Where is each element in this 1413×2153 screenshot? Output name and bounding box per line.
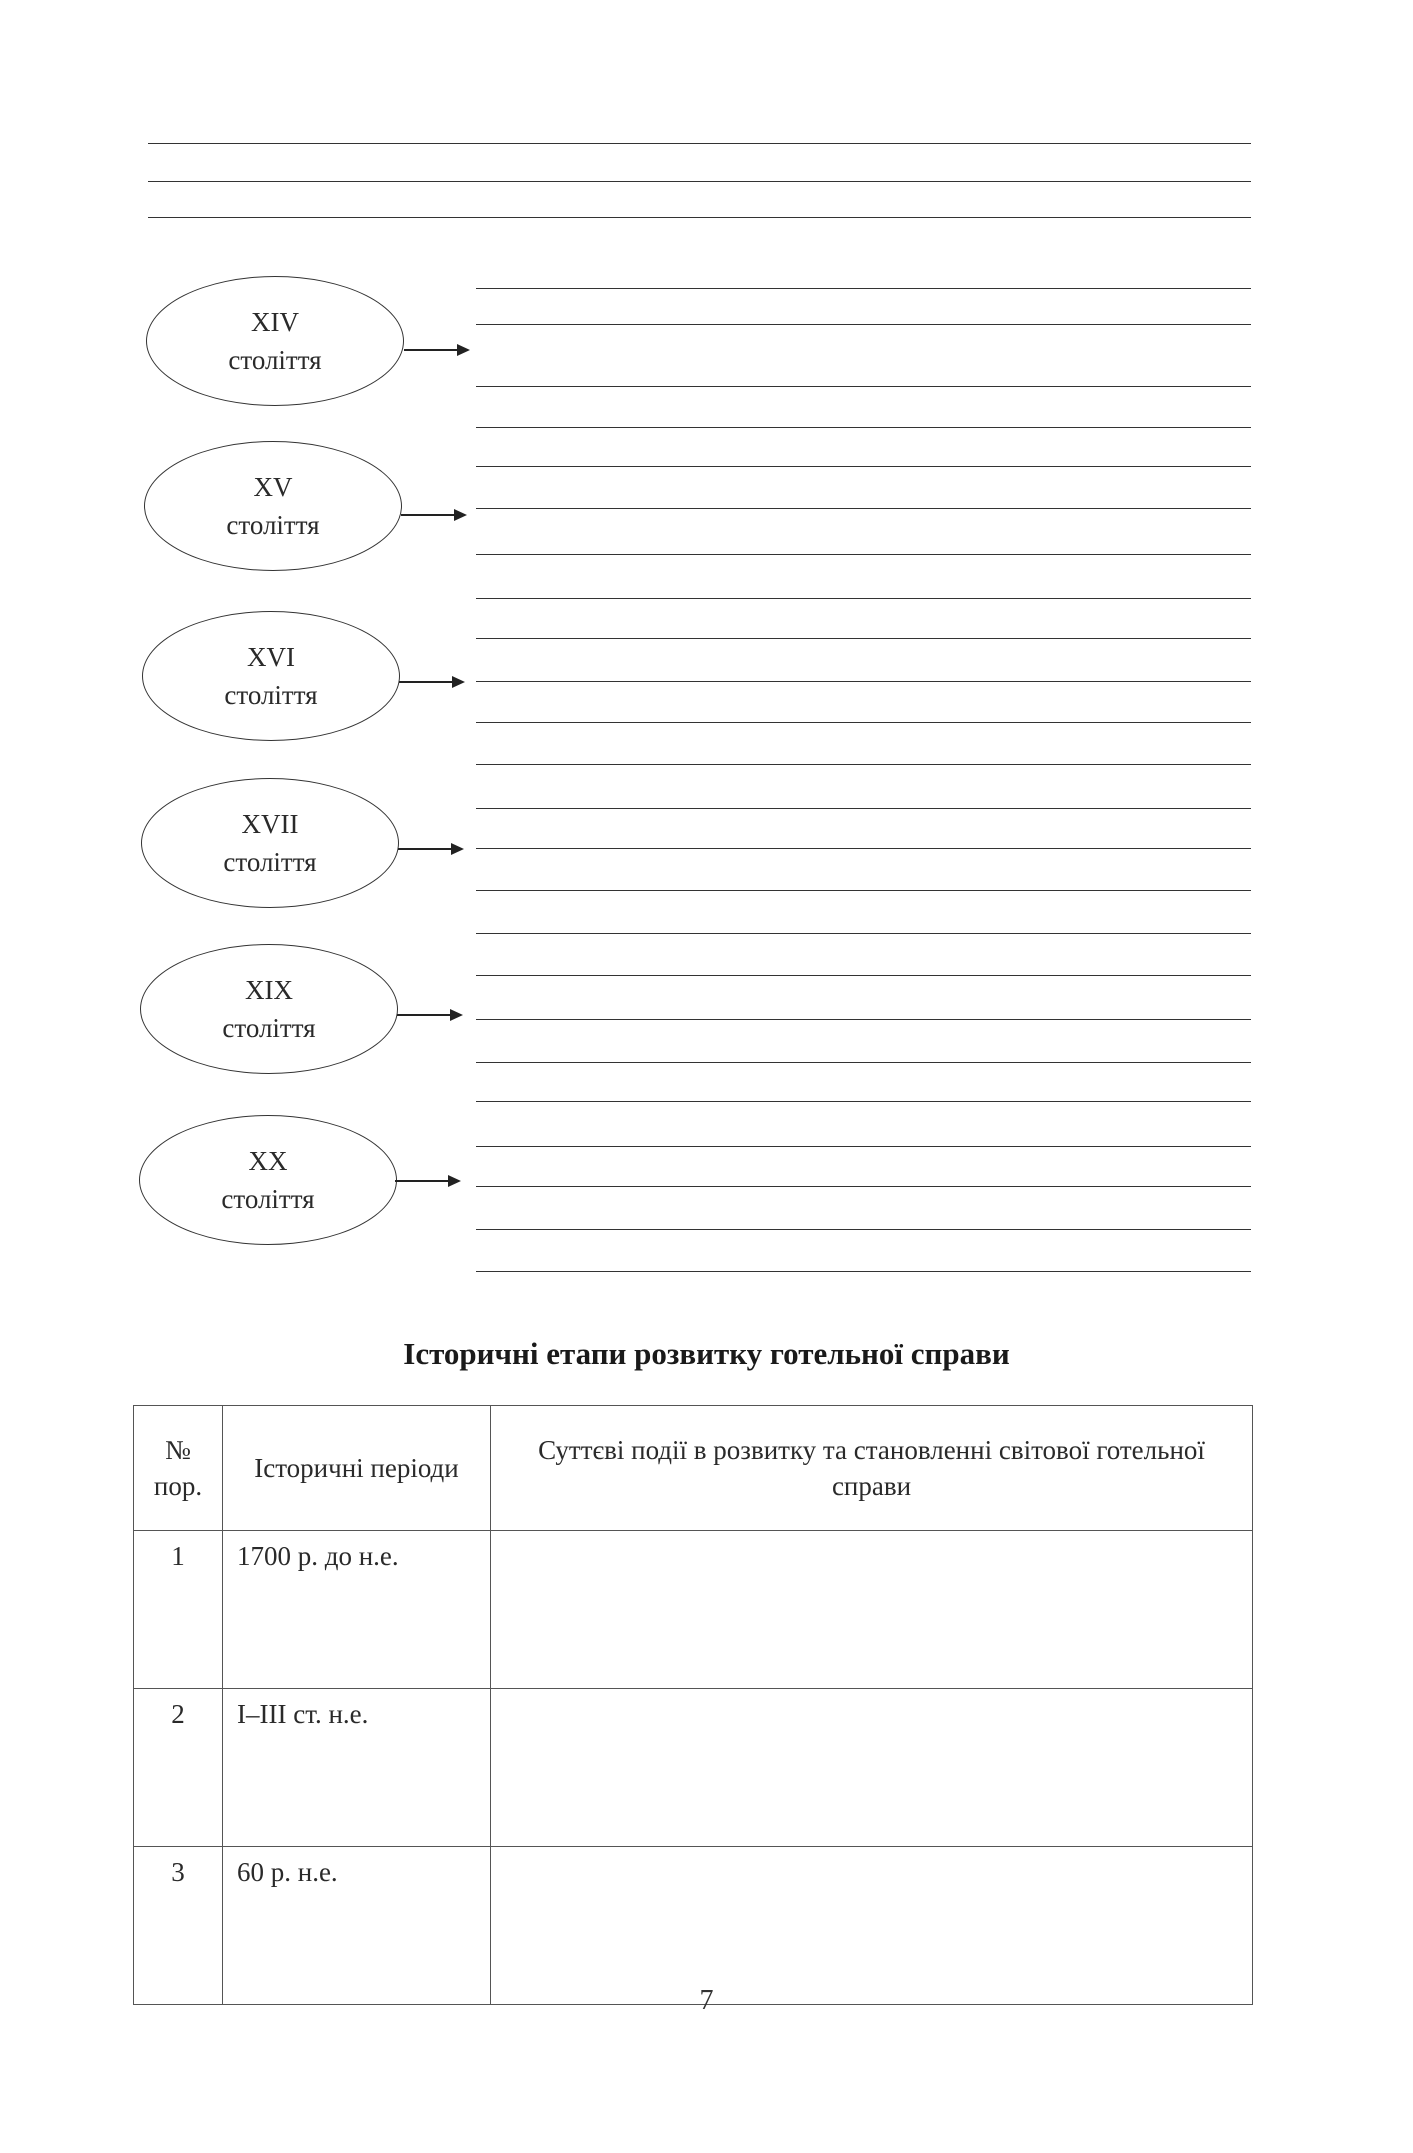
answer-writing-line	[476, 1101, 1251, 1102]
answer-writing-line	[476, 975, 1251, 976]
arrow-right-icon	[401, 514, 465, 516]
arrow-right-icon	[399, 681, 463, 683]
century-word: століття	[228, 345, 322, 375]
answer-writing-line	[476, 1229, 1251, 1230]
row-number: 2	[134, 1689, 223, 1847]
century-oval-xvii	[141, 778, 399, 908]
table-row	[134, 1689, 1253, 1847]
top-writing-line	[148, 143, 1251, 144]
answer-writing-line	[476, 427, 1251, 428]
table-header-row	[134, 1406, 1253, 1531]
historical-periods-table	[133, 1405, 1253, 2005]
arrow-right-icon	[395, 1180, 459, 1182]
century-word: століття	[226, 510, 320, 540]
row-period: 60 р. н.е.	[223, 1847, 491, 2005]
answer-writing-line	[476, 764, 1251, 765]
answer-writing-line	[476, 1271, 1251, 1272]
header-number: № пор.	[134, 1406, 223, 1531]
century-oval-xx	[139, 1115, 397, 1245]
answer-writing-line	[476, 466, 1251, 467]
answer-writing-line	[476, 288, 1251, 289]
arrow-right-icon	[397, 1014, 461, 1016]
page-number: 7	[699, 1985, 714, 2016]
answer-writing-line	[476, 890, 1251, 891]
answer-writing-line	[476, 508, 1251, 509]
answer-writing-line	[476, 933, 1251, 934]
answer-writing-line	[476, 848, 1251, 849]
answer-writing-line	[476, 681, 1251, 682]
century-numeral: XVI	[247, 642, 295, 672]
century-oval-xvi	[142, 611, 400, 741]
top-writing-line	[148, 181, 1251, 182]
answer-writing-line	[476, 722, 1251, 723]
answer-writing-line	[476, 808, 1251, 809]
century-word: століття	[222, 1013, 316, 1043]
answer-writing-line	[476, 1019, 1251, 1020]
row-period: I–III ст. н.е.	[223, 1689, 491, 1847]
answer-writing-line	[476, 638, 1251, 639]
century-numeral: XV	[253, 472, 293, 502]
row-events	[491, 1847, 1253, 2005]
century-numeral: XVII	[241, 809, 299, 839]
century-word: століття	[223, 847, 317, 877]
answer-writing-line	[476, 554, 1251, 555]
century-oval-xix	[140, 944, 398, 1074]
answer-writing-line	[476, 1186, 1251, 1187]
row-events	[491, 1689, 1253, 1847]
answer-writing-line	[476, 1146, 1251, 1147]
row-number: 1	[134, 1531, 223, 1689]
century-numeral: XIX	[245, 975, 293, 1005]
row-number: 3	[134, 1847, 223, 2005]
header-events: Суттєві події в розвитку та становленні світової готельної справи	[491, 1406, 1253, 1531]
century-word: століття	[221, 1184, 315, 1214]
answer-writing-line	[476, 386, 1251, 387]
table-row	[134, 1847, 1253, 2005]
row-events	[491, 1531, 1253, 1689]
century-oval-xiv	[146, 276, 404, 406]
table-title: Історичні етапи розвитку готельної справи	[403, 1336, 1010, 1371]
row-period: 1700 р. до н.е.	[223, 1531, 491, 1689]
arrow-right-icon	[404, 349, 468, 351]
answer-writing-line	[476, 1062, 1251, 1063]
table-row	[134, 1531, 1253, 1689]
answer-writing-line	[476, 598, 1251, 599]
header-period: Історичні періоди	[223, 1406, 491, 1531]
century-oval-xv	[144, 441, 402, 571]
century-word: століття	[224, 680, 318, 710]
answer-writing-line	[476, 324, 1251, 325]
century-numeral: XIV	[251, 307, 299, 337]
century-numeral: XX	[248, 1146, 288, 1176]
arrow-right-icon	[398, 848, 462, 850]
top-writing-line	[148, 217, 1251, 218]
